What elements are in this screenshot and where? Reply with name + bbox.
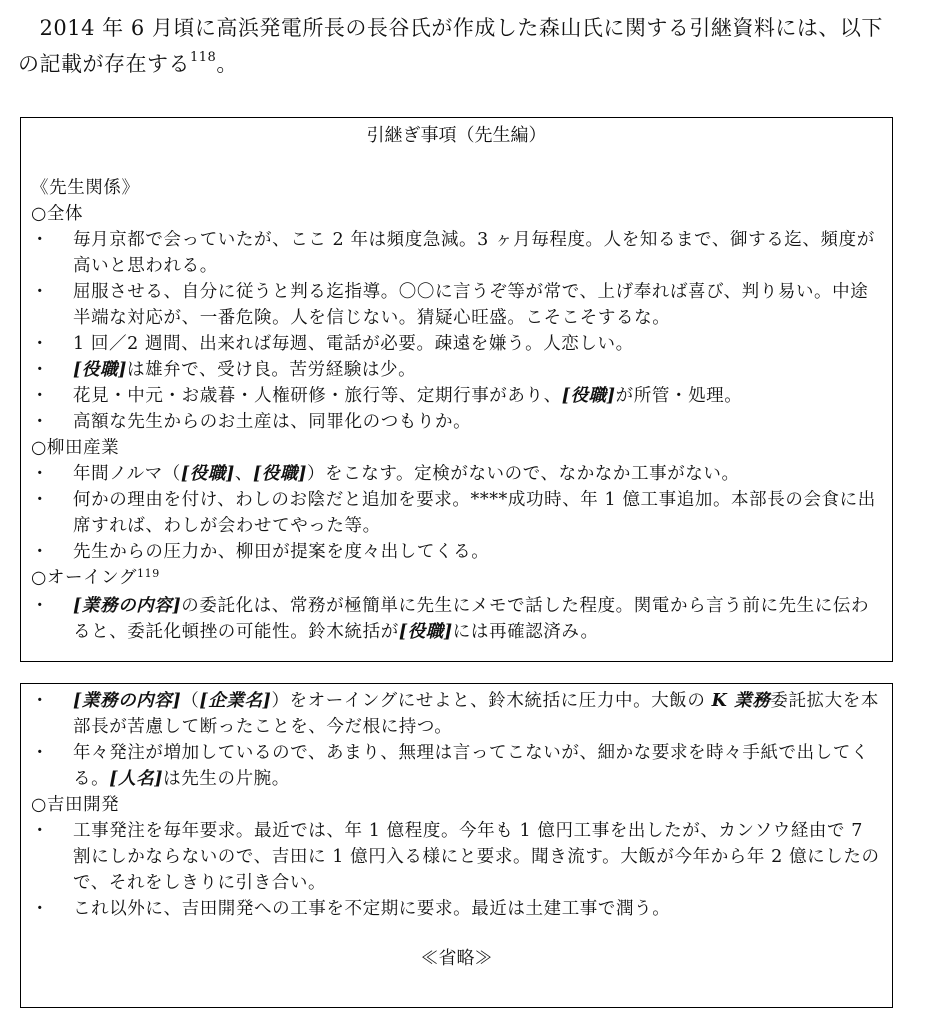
handover-box-2 [20, 683, 893, 1008]
intro-text: 2014 年 6 月頃に高浜発電所長の長谷氏が作成した森山氏に関する引継資料には、以下の記載が存在する [18, 16, 883, 76]
item-text: は雄弁で、受け良。苦労経験は少。 [126, 360, 417, 380]
item-text: 、 [234, 464, 253, 484]
item-text: （ [181, 691, 200, 711]
bullet-mark: ・ [31, 691, 50, 711]
list-item [21, 539, 892, 565]
bullet-mark: ・ [31, 542, 50, 562]
group-heading-yanagita: ○柳田産業 [31, 438, 120, 458]
redacted-term: K 業務 [711, 691, 771, 711]
intro-end: 。 [216, 52, 238, 76]
footnote-ref-118[interactable]: 118 [190, 50, 217, 65]
item-text: 屈服させる、自分に従うと判る迄指導。〇〇に言うぞ等が常で、上げ奉れば喜び、判り易い。中途半端な対応が、一番危険。人を信じない。猜疑心旺盛。こそこそするな。 [73, 282, 869, 328]
redacted-term: [役職] [561, 386, 616, 406]
bullet-mark: ・ [31, 490, 50, 510]
redacted-term: [業務の内容] [73, 691, 182, 711]
bullet-mark: ・ [31, 360, 50, 380]
item-text: 1 回／2 週間、出来れば毎週、電話が必要。疎遠を嫌う。人恋しい。 [73, 334, 634, 354]
item-text: 先生からの圧力か、柳田が提案を度々出してくる。 [73, 542, 490, 562]
group-heading-zentai: ○全体 [31, 204, 84, 224]
bullet-mark: ・ [31, 899, 50, 919]
box-title: 引継ぎ事項（先生編） [366, 125, 547, 146]
item-text: 何かの理由を付け、わしのお陰だと追加を要求。****成功時、年 1 億工事追加。本部長の会食に出席すれば、わしが会わせてやった等。 [73, 490, 876, 536]
item-text: これ以外に、吉田開発への工事を不定期に要求。最近は土建工事で潤う。 [73, 899, 671, 919]
item-text: 花見・中元・お歳暮・人権研修・旅行等、定期行事があり、 [73, 386, 562, 406]
redacted-term: [企業名] [199, 691, 272, 711]
bullet-mark: ・ [31, 386, 50, 406]
list-item [21, 487, 892, 539]
list-item [21, 896, 892, 922]
redacted-term: [役職] [252, 464, 307, 484]
list-item [21, 357, 892, 383]
item-text: には再確認済み。 [452, 622, 599, 642]
item-text: 工事発注を毎年要求。最近では、年 1 億程度。今年も 1 億円工事を出したが、カンソウ経由で 7 割にしかならないので、吉田に 1 億円入る様にと要求。聞き流す。大飯が今年から年 2 億にしたので、それをしきりに引き合い。 [73, 821, 880, 893]
group-heading-owing [21, 565, 892, 593]
list-item [21, 593, 892, 645]
redacted-term: [役職] [73, 360, 127, 380]
redacted-term: [役職] [398, 622, 453, 642]
handover-box-1 [20, 117, 893, 662]
item-text: は先生の片腕。 [163, 769, 290, 789]
group-heading-yoshida: ○吉田開発 [31, 795, 120, 815]
item-text: の委託化は、常務が極簡単に先生にメモで話した程度。関電から言う前に先生に伝わると、委託化頓挫の可能性。鈴木統括が [73, 596, 870, 642]
list-item [21, 740, 892, 792]
redacted-term: [業務の内容] [73, 596, 182, 616]
list-item [21, 688, 892, 740]
item-text: 毎月京都で会っていたが、ここ 2 年は頻度急減。3 ヶ月毎程度。人を知るまで、御する迄、頻度が高いと思われる。 [73, 230, 875, 276]
list-item [21, 279, 892, 331]
bullet-mark: ・ [31, 334, 50, 354]
item-text: が所管・処理。 [615, 386, 743, 406]
intro-paragraph [18, 10, 898, 82]
item-text: 年間ノルマ（ [73, 464, 181, 484]
section-label: 《先生関係》 [31, 178, 140, 198]
bullet-mark: ・ [31, 821, 50, 841]
item-text: 高額な先生からのお土産は、同罪化のつもりか。 [73, 412, 472, 432]
bullet-mark: ・ [31, 743, 50, 763]
item-text: 年々発注が増加しているので、あまり、無理は言ってこないが、細かな要求を時々手紙で出してくる。 [73, 743, 870, 789]
footnote-ref-119[interactable]: 119 [137, 567, 160, 580]
bullet-mark: ・ [31, 412, 50, 432]
list-item [21, 409, 892, 435]
item-text: ）をこなす。定検がないので、なかなか工事がない。 [306, 464, 740, 484]
bullet-mark: ・ [31, 596, 50, 616]
list-item [21, 383, 892, 409]
bullet-mark: ・ [31, 282, 50, 302]
bullet-mark: ・ [31, 464, 50, 484]
redacted-term: [役職] [180, 464, 235, 484]
list-item [21, 461, 892, 487]
list-item [21, 331, 892, 357]
list-item [21, 818, 892, 896]
omitted-marker: ≪省略≫ [420, 948, 493, 969]
list-item [21, 227, 892, 279]
redacted-term: [人名] [109, 769, 164, 789]
bullet-mark: ・ [31, 230, 50, 250]
item-text: 委託拡大を本部長が苦慮して断ったことを、今だ根に持つ。 [73, 691, 879, 737]
group-heading-text: ○オーイング [31, 568, 138, 588]
item-text: ）をオーイングにせよと、鈴木統括に圧力中。大飯の [271, 691, 712, 711]
